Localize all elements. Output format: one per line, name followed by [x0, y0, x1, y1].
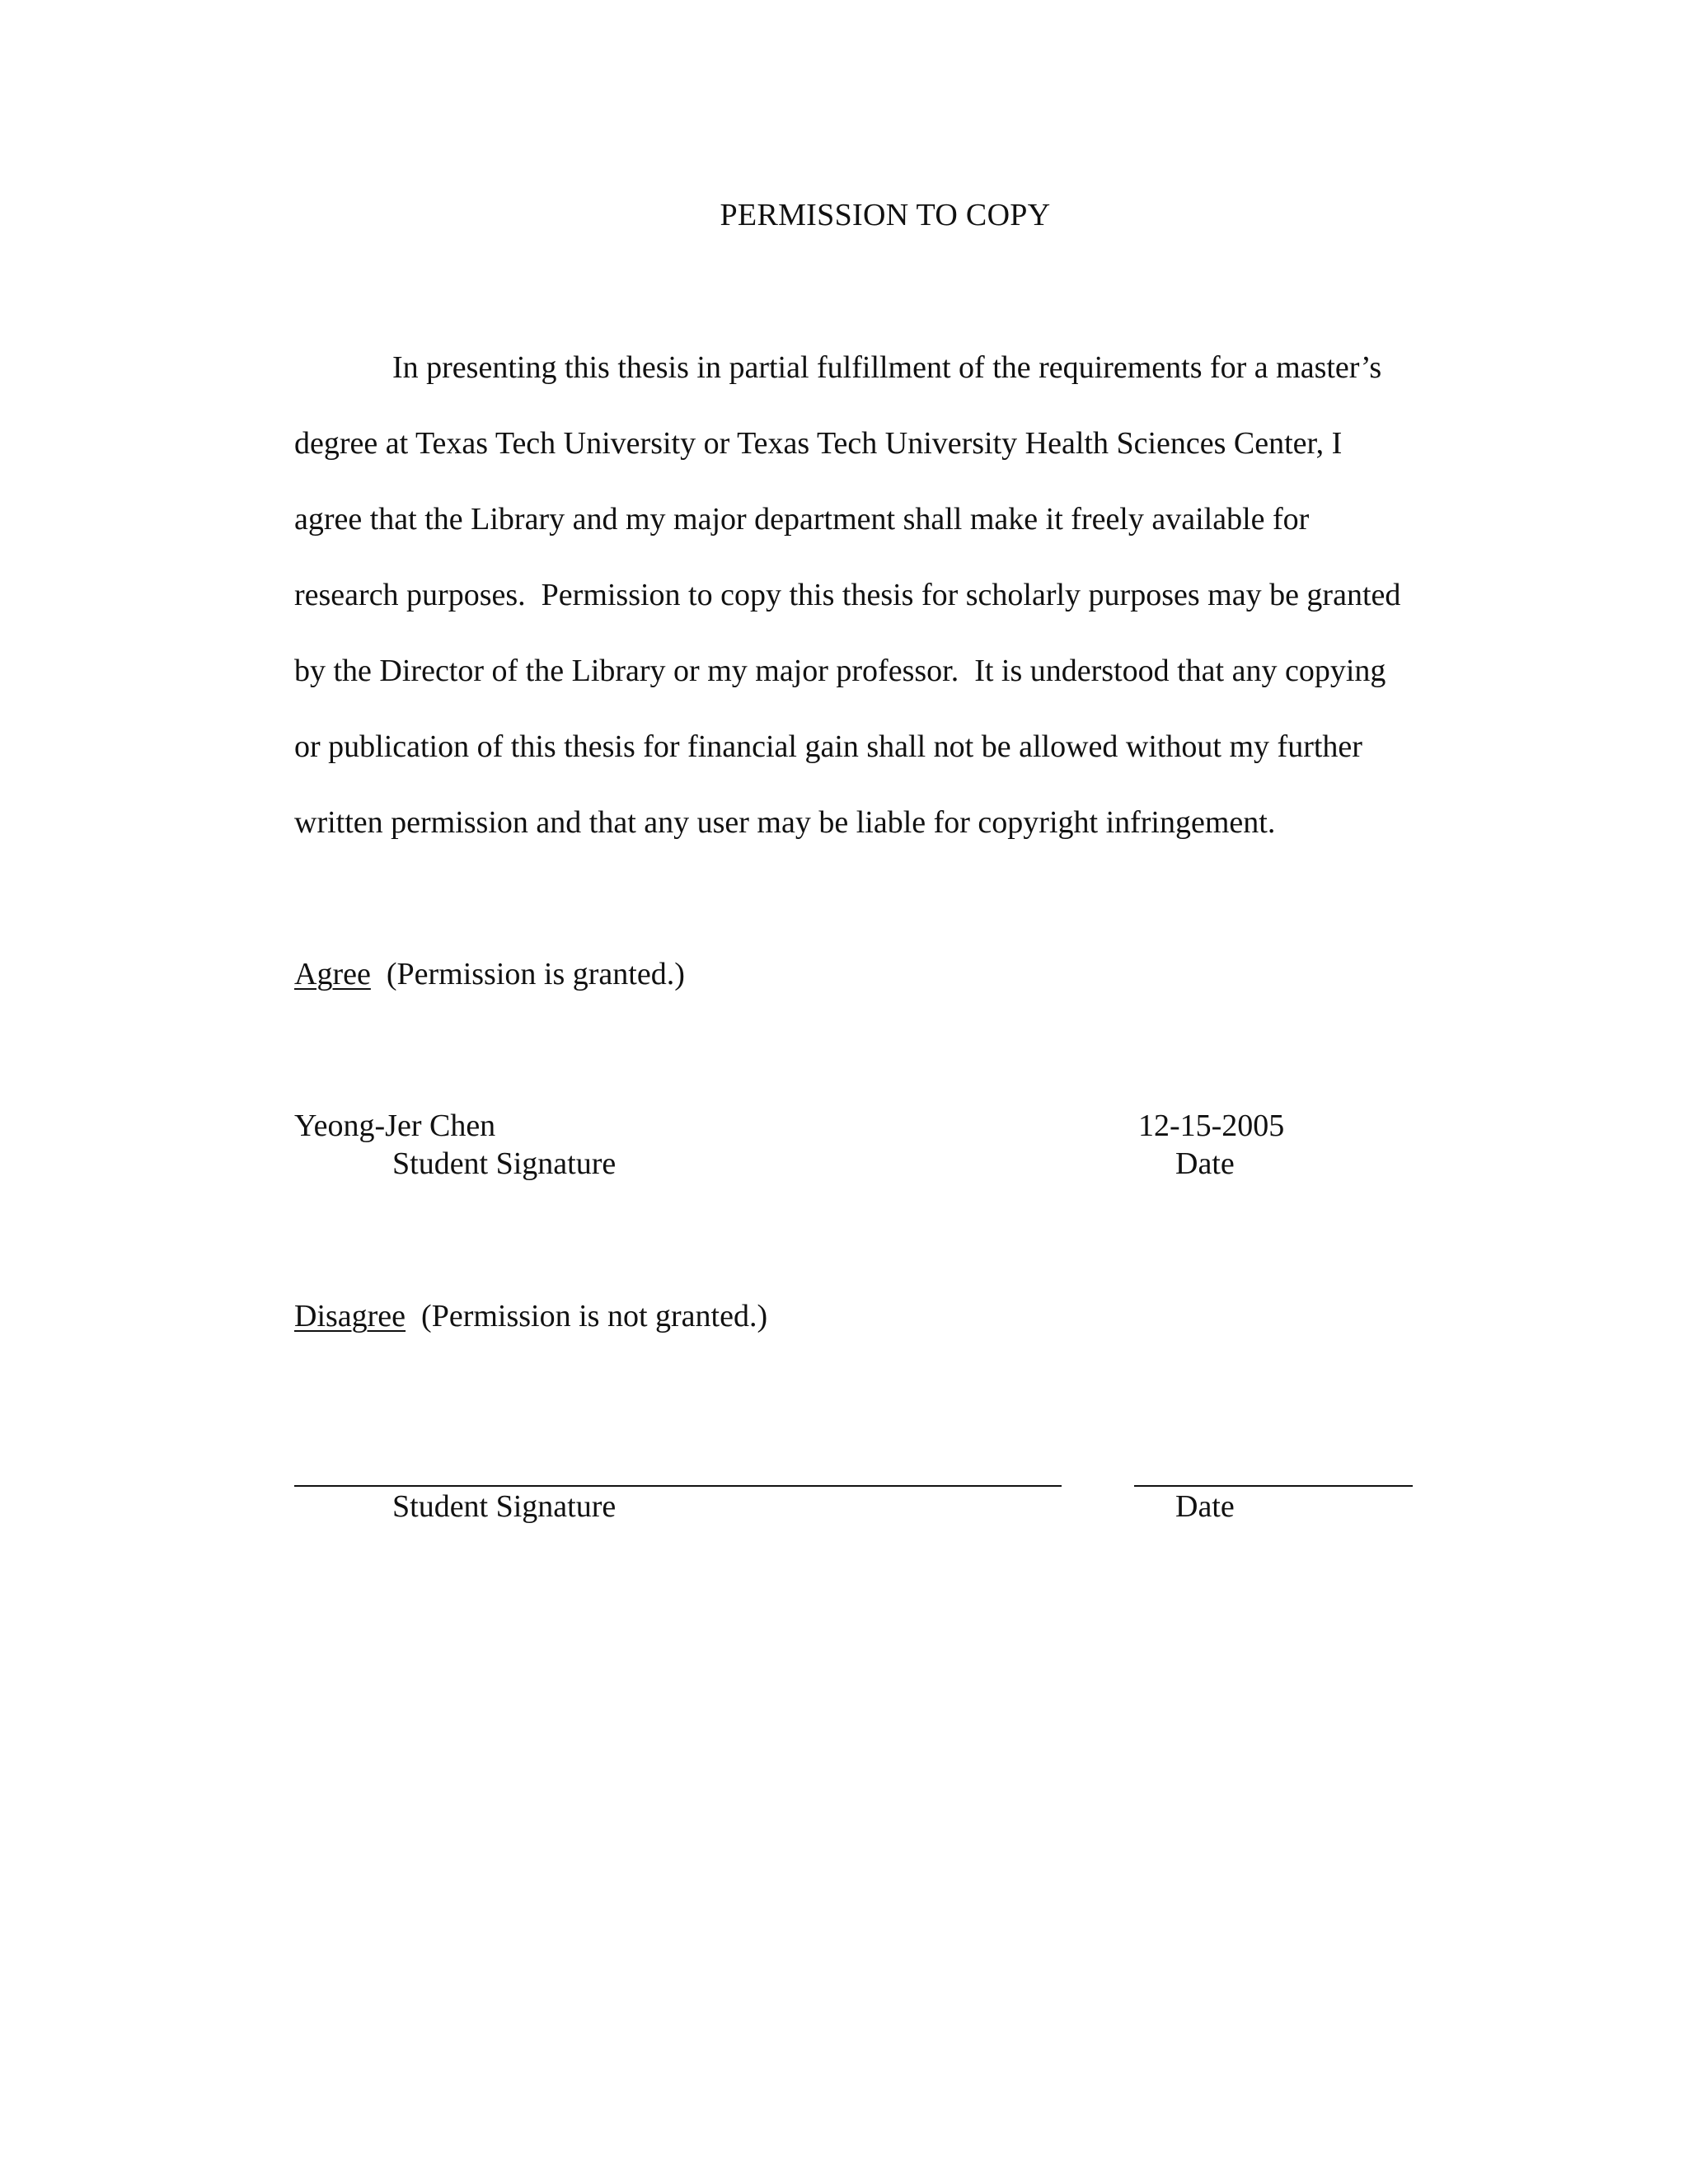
paragraph-line: degree at Texas Tech University or Texas Tech University Health Sciences Center, I: [294, 426, 1343, 461]
disagree-option: [294, 1296, 767, 1337]
agree-date-caption: Date: [1175, 1146, 1235, 1181]
paragraph-line: agree that the Library and my major department shall make it freely available for: [294, 502, 1310, 537]
paragraph-line: In presenting this thesis in partial fulfillment of the requirements for a master’s: [392, 350, 1382, 385]
agree-option: [294, 954, 685, 995]
paragraph-line: or publication of this thesis for financial gain shall not be allowed without my further: [294, 729, 1362, 764]
paragraph-line: by the Director of the Library or my major professor. It is understood that any copying: [294, 654, 1386, 688]
agree-note: (Permission is granted.): [386, 957, 685, 991]
disagree-signature-caption: Student Signature: [392, 1489, 617, 1524]
paragraph-line: research purposes. Permission to copy this thesis for scholarly purposes may be granted: [294, 578, 1401, 612]
disagree-note: (Permission is not granted.): [421, 1299, 768, 1333]
agree-signature-caption: Student Signature: [392, 1146, 617, 1181]
agree-signature-value: Yeong-Jer Chen: [294, 1108, 496, 1143]
disagree-date-caption: Date: [1175, 1489, 1235, 1524]
agree-date-value: 12-15-2005: [1138, 1108, 1285, 1143]
disagree-label: Disagree: [294, 1299, 406, 1333]
paragraph-line: written permission and that any user may be liable for copyright infringement.: [294, 805, 1276, 840]
agree-label: Agree: [294, 957, 371, 991]
page-title: PERMISSION TO COPY: [720, 198, 1051, 232]
